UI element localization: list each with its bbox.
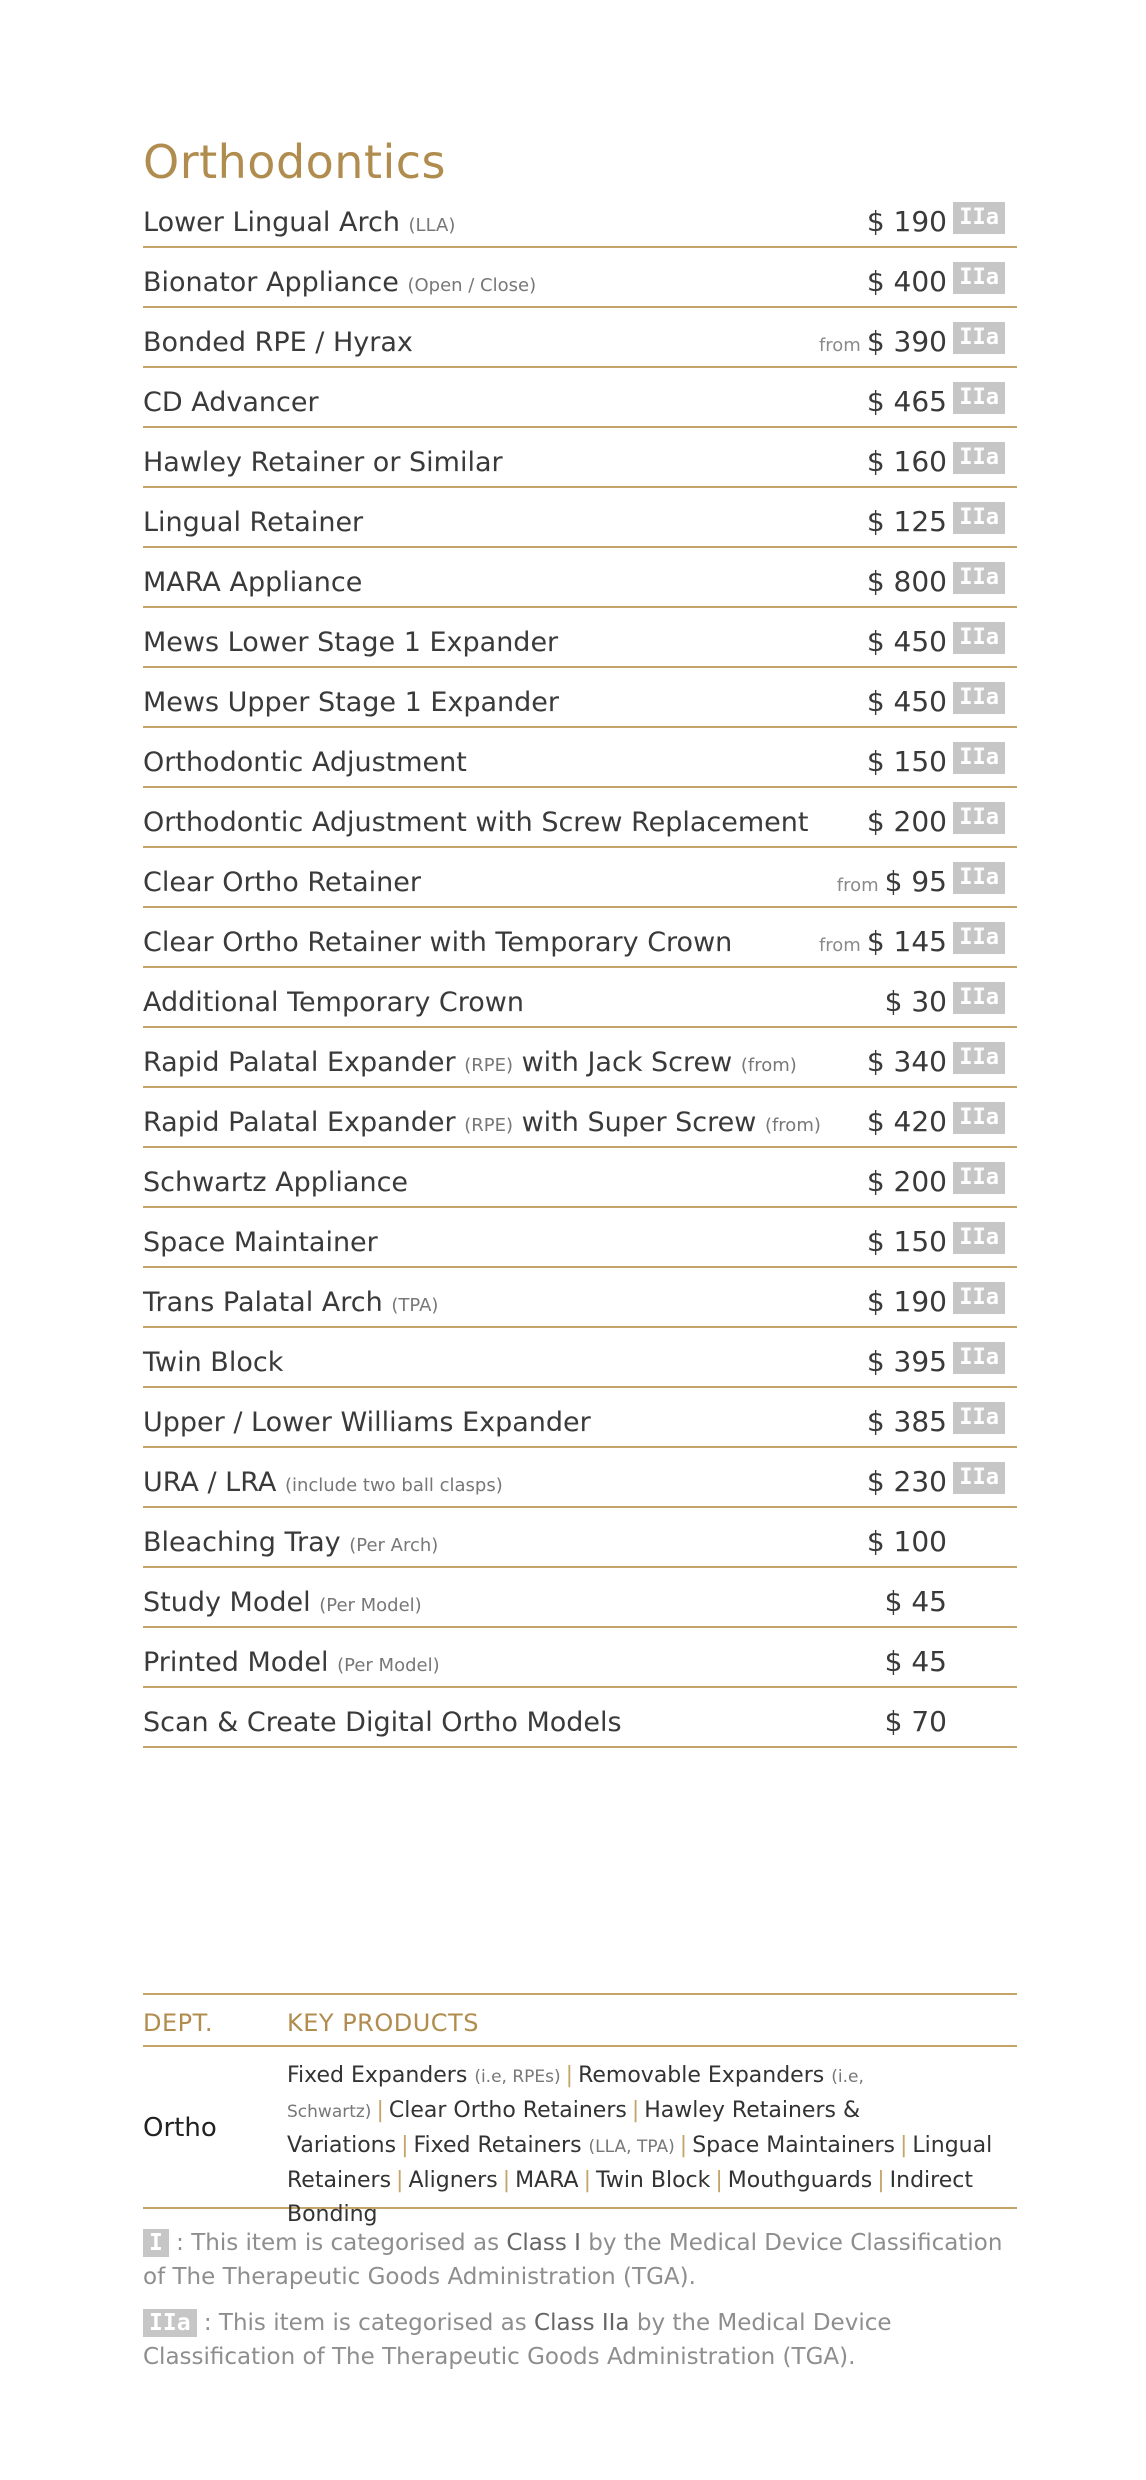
item-name: MARA Appliance (143, 567, 363, 598)
item-name: Scan & Create Digital Ortho Models (143, 1707, 622, 1738)
from-label: from (836, 875, 879, 896)
price-row (143, 248, 1017, 308)
item-name: Upper / Lower Williams Expander (143, 1407, 591, 1438)
price-row (143, 1148, 1017, 1208)
item-name: Hawley Retainer or Similar (143, 447, 503, 478)
item-name: Bleaching Tray (Per Arch) (143, 1527, 439, 1558)
key-product: Fixed Expanders (287, 2063, 468, 2088)
item-name: CD Advancer (143, 387, 319, 418)
device-class-badge: IIa (953, 862, 1005, 894)
separator: | (877, 2168, 885, 2193)
key-product: Lingual Retainers (287, 2133, 993, 2193)
separator: | (401, 2133, 409, 2158)
device-class-badge: IIa (953, 742, 1005, 774)
class-footnote: IIa : This item is categorised as Class IIa by the Medical Device Classification of The Therapeutic Goods Administration (TGA). (143, 2310, 892, 2370)
device-class-badge: IIa (143, 2309, 197, 2337)
item-price: from $ 95 (836, 865, 947, 898)
device-class-badge: IIa (953, 322, 1005, 354)
key-product: Hawley Retainers & Variations (287, 2098, 861, 2158)
item-price: $ 150 (866, 1225, 947, 1258)
key-product: Twin Block (596, 2168, 711, 2193)
key-product-note: (i.e, Schwartz) (287, 2067, 864, 2122)
item-name: Rapid Palatal Expander (RPE) with Super Screw (from) (143, 1107, 821, 1138)
item-price: $ 125 (866, 505, 947, 538)
item-price: $ 100 (866, 1525, 947, 1558)
item-price: $ 200 (866, 1165, 947, 1198)
dept-column-header: DEPT. (143, 2009, 214, 2037)
key-product-note: (LLA, TPA) (588, 2137, 675, 2157)
item-note: (from) (764, 1115, 821, 1136)
device-class-badge: IIa (953, 382, 1005, 414)
separator: | (631, 2098, 640, 2123)
item-note: (Open / Close) (407, 275, 537, 296)
from-label: from (818, 935, 861, 956)
key-product: Indirect Bonding (287, 2168, 973, 2227)
key-product: Aligners (408, 2168, 498, 2193)
price-row (143, 1628, 1017, 1688)
device-class-badge: IIa (953, 982, 1005, 1014)
item-price: $ 230 (866, 1465, 947, 1498)
item-price: $ 420 (866, 1105, 947, 1138)
section-title: Orthodontics (143, 134, 447, 189)
device-class-badge: IIa (953, 802, 1005, 834)
separator: | (899, 2133, 908, 2158)
key-product: Mouthguards (727, 2168, 873, 2193)
price-row (143, 1088, 1017, 1148)
price-row (143, 968, 1017, 1028)
item-note: (RPE) (464, 1115, 514, 1136)
device-class-badge: IIa (953, 1282, 1005, 1314)
item-note: (LLA) (408, 215, 456, 236)
separator: | (396, 2168, 404, 2193)
device-class-badge: IIa (953, 1462, 1005, 1494)
item-name: Bionator Appliance (Open / Close) (143, 267, 537, 298)
item-name: URA / LRA (include two ball clasps) (143, 1467, 503, 1498)
item-name: Trans Palatal Arch (TPA) (143, 1287, 439, 1318)
device-class-badge: IIa (953, 622, 1005, 654)
item-price: $ 45 (884, 1645, 947, 1678)
price-row (143, 1448, 1017, 1508)
class-footnote: I : This item is categorised as Class I by the Medical Device Classification of The Therapeutic Goods Administration (TGA). (143, 2230, 1003, 2290)
item-price: $ 45 (884, 1585, 947, 1618)
item-price: from $ 145 (818, 925, 947, 958)
device-class-badge: IIa (953, 262, 1005, 294)
key-products-header-row (143, 1995, 1017, 2047)
separator: | (715, 2168, 723, 2193)
item-name: Printed Model (Per Model) (143, 1647, 440, 1678)
price-row (143, 1268, 1017, 1328)
key-product: Space Maintainers (692, 2133, 895, 2158)
device-class-badge: I (143, 2229, 169, 2257)
from-label: from (818, 335, 861, 356)
key-products-row (143, 2047, 1017, 2227)
price-row (143, 1388, 1017, 1448)
price-row (143, 548, 1017, 608)
device-class-badge: IIa (953, 1402, 1005, 1434)
item-name: Mews Lower Stage 1 Expander (143, 627, 559, 658)
item-price: $ 30 (884, 985, 947, 1018)
item-note: (TPA) (391, 1295, 439, 1316)
price-row (143, 788, 1017, 848)
price-list (143, 188, 1017, 1748)
item-price: $ 385 (866, 1405, 947, 1438)
device-class-badge: IIa (953, 682, 1005, 714)
item-price: $ 340 (866, 1045, 947, 1078)
item-note: (Per Model) (319, 1595, 422, 1616)
separator: | (679, 2133, 688, 2158)
item-name: Orthodontic Adjustment with Screw Replacement (143, 807, 809, 838)
device-class-badge: IIa (953, 1222, 1005, 1254)
device-class-badge: IIa (953, 1342, 1005, 1374)
price-row (143, 728, 1017, 788)
price-row (143, 668, 1017, 728)
separator: | (502, 2168, 511, 2193)
item-price: $ 70 (884, 1705, 947, 1738)
price-row (143, 188, 1017, 248)
item-name: Twin Block (143, 1347, 284, 1378)
key-product: Removable Expanders (578, 2063, 825, 2088)
price-row (143, 1688, 1017, 1748)
separator: | (583, 2168, 592, 2193)
item-price: $ 465 (866, 385, 947, 418)
class-name: Class IIa (534, 2310, 630, 2336)
item-price: $ 200 (866, 805, 947, 838)
key-products-table (143, 1993, 1017, 2227)
separator: | (376, 2098, 384, 2123)
device-class-badge: IIa (953, 502, 1005, 534)
device-class-badge: IIa (953, 1102, 1005, 1134)
separator: | (565, 2063, 574, 2088)
device-class-badge: IIa (953, 202, 1005, 234)
item-name: Clear Ortho Retainer with Temporary Crown (143, 927, 733, 958)
price-row (143, 1028, 1017, 1088)
price-row (143, 308, 1017, 368)
item-price: $ 395 (866, 1345, 947, 1378)
price-row (143, 1568, 1017, 1628)
device-class-badge: IIa (953, 1042, 1005, 1074)
item-note: (include two ball clasps) (284, 1475, 503, 1496)
price-row (143, 848, 1017, 908)
item-note: (RPE) (464, 1055, 514, 1076)
item-name: Mews Upper Stage 1 Expander (143, 687, 560, 718)
price-row (143, 428, 1017, 488)
key-product-note: (i.e, RPEs) (474, 2067, 561, 2087)
item-name: Lower Lingual Arch (LLA) (143, 207, 456, 238)
price-row (143, 488, 1017, 548)
price-row (143, 368, 1017, 428)
item-name: Rapid Palatal Expander (RPE) with Jack Screw (from) (143, 1047, 797, 1078)
item-note: (Per Arch) (349, 1535, 439, 1556)
key-product: Clear Ortho Retainers (388, 2098, 627, 2123)
item-name: Clear Ortho Retainer (143, 867, 421, 898)
dept-name: Ortho (143, 2113, 217, 2143)
item-note: (from) (740, 1055, 797, 1076)
price-row (143, 1208, 1017, 1268)
item-price: $ 190 (866, 1285, 947, 1318)
item-name: Lingual Retainer (143, 507, 364, 538)
device-class-badge: IIa (953, 1162, 1005, 1194)
device-class-badge: IIa (953, 442, 1005, 474)
item-name: Study Model (Per Model) (143, 1587, 422, 1618)
device-class-badge: IIa (953, 922, 1005, 954)
price-row (143, 908, 1017, 968)
class-name: Class I (506, 2230, 581, 2256)
item-name: Orthodontic Adjustment (143, 747, 467, 778)
item-price: $ 150 (866, 745, 947, 778)
key-product: MARA (515, 2168, 579, 2193)
price-row (143, 608, 1017, 668)
item-price: $ 450 (866, 625, 947, 658)
item-price: $ 190 (866, 205, 947, 238)
item-price: $ 450 (866, 685, 947, 718)
price-row (143, 1508, 1017, 1568)
item-name: Bonded RPE / Hyrax (143, 327, 413, 358)
item-name: Schwartz Appliance (143, 1167, 409, 1198)
price-row (143, 1328, 1017, 1388)
item-name: Space Maintainer (143, 1227, 378, 1258)
key-products-column-header: KEY PRODUCTS (287, 2009, 479, 2037)
item-name: Additional Temporary Crown (143, 987, 524, 1018)
item-price: from $ 390 (818, 325, 947, 358)
item-note: (Per Model) (337, 1655, 440, 1676)
item-price: $ 160 (866, 445, 947, 478)
item-price: $ 800 (866, 565, 947, 598)
key-products-list (287, 2059, 1017, 2232)
device-class-badge: IIa (953, 562, 1005, 594)
item-price: $ 400 (866, 265, 947, 298)
key-product: Fixed Retainers (413, 2133, 582, 2158)
